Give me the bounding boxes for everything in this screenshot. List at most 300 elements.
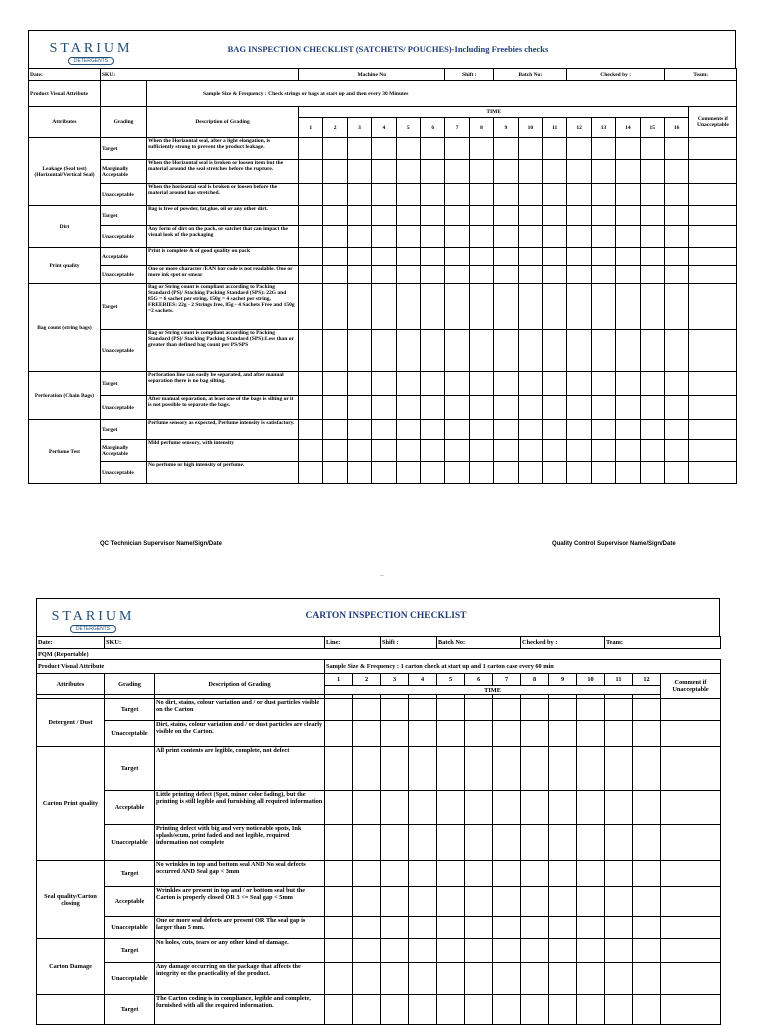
time-entry-cell[interactable]	[591, 372, 615, 396]
time-entry-cell[interactable]	[616, 420, 640, 440]
time-entry-cell[interactable]	[518, 330, 542, 372]
time-entry-cell[interactable]	[299, 206, 323, 226]
time-entry-cell[interactable]	[549, 887, 577, 917]
time-entry-cell[interactable]	[396, 330, 420, 372]
time-entry-cell[interactable]	[372, 160, 396, 184]
time-entry-cell[interactable]	[521, 721, 549, 747]
time-entry-cell[interactable]	[465, 699, 493, 721]
time-entry-cell[interactable]	[465, 939, 493, 963]
time-entry-cell[interactable]	[664, 440, 688, 462]
time-entry-cell[interactable]	[616, 160, 640, 184]
time-entry-cell[interactable]	[437, 825, 465, 861]
time-entry-cell[interactable]	[549, 995, 577, 1025]
time-entry-cell[interactable]	[633, 861, 661, 887]
time-entry-cell[interactable]	[640, 462, 664, 484]
time-entry-cell[interactable]	[299, 226, 323, 248]
time-entry-cell[interactable]	[616, 462, 640, 484]
time-entry-cell[interactable]	[567, 284, 591, 330]
time-entry-cell[interactable]	[543, 160, 567, 184]
comment-cell[interactable]	[661, 861, 721, 887]
comment-cell[interactable]	[689, 372, 737, 396]
time-entry-cell[interactable]	[381, 825, 409, 861]
time-entry-cell[interactable]	[323, 420, 347, 440]
time-entry-cell[interactable]	[323, 206, 347, 226]
time-entry-cell[interactable]	[605, 887, 633, 917]
time-entry-cell[interactable]	[445, 206, 469, 226]
time-entry-cell[interactable]	[518, 372, 542, 396]
time-entry-cell[interactable]	[591, 226, 615, 248]
time-entry-cell[interactable]	[549, 699, 577, 721]
time-entry-cell[interactable]	[409, 825, 437, 861]
comment-cell[interactable]	[689, 462, 737, 484]
time-entry-cell[interactable]	[381, 939, 409, 963]
time-entry-cell[interactable]	[420, 396, 444, 420]
time-entry-cell[interactable]	[605, 791, 633, 825]
time-entry-cell[interactable]	[633, 917, 661, 939]
time-entry-cell[interactable]	[616, 184, 640, 206]
time-entry-cell[interactable]	[577, 963, 605, 995]
time-entry-cell[interactable]	[372, 284, 396, 330]
time-entry-cell[interactable]	[323, 160, 347, 184]
time-entry-cell[interactable]	[323, 226, 347, 248]
time-entry-cell[interactable]	[567, 160, 591, 184]
time-entry-cell[interactable]	[323, 184, 347, 206]
time-entry-cell[interactable]	[381, 917, 409, 939]
time-entry-cell[interactable]	[494, 420, 518, 440]
time-entry-cell[interactable]	[640, 396, 664, 420]
time-entry-cell[interactable]	[323, 248, 347, 266]
time-entry-cell[interactable]	[518, 226, 542, 248]
time-entry-cell[interactable]	[323, 330, 347, 372]
time-entry-cell[interactable]	[521, 995, 549, 1025]
time-entry-cell[interactable]	[591, 160, 615, 184]
time-entry-cell[interactable]	[577, 861, 605, 887]
time-entry-cell[interactable]	[347, 440, 371, 462]
time-entry-cell[interactable]	[325, 887, 353, 917]
time-entry-cell[interactable]	[445, 462, 469, 484]
time-entry-cell[interactable]	[353, 699, 381, 721]
time-entry-cell[interactable]	[353, 963, 381, 995]
time-entry-cell[interactable]	[567, 440, 591, 462]
time-entry-cell[interactable]	[518, 160, 542, 184]
time-entry-cell[interactable]	[577, 917, 605, 939]
time-entry-cell[interactable]	[549, 721, 577, 747]
time-entry-cell[interactable]	[469, 266, 493, 284]
time-entry-cell[interactable]	[493, 721, 521, 747]
time-entry-cell[interactable]	[616, 226, 640, 248]
time-entry-cell[interactable]	[299, 396, 323, 420]
time-entry-cell[interactable]	[633, 825, 661, 861]
time-entry-cell[interactable]	[518, 420, 542, 440]
comment-cell[interactable]	[661, 963, 721, 995]
time-entry-cell[interactable]	[664, 396, 688, 420]
time-entry-cell[interactable]	[409, 995, 437, 1025]
time-entry-cell[interactable]	[381, 963, 409, 995]
time-entry-cell[interactable]	[445, 138, 469, 160]
time-entry-cell[interactable]	[664, 420, 688, 440]
time-entry-cell[interactable]	[437, 939, 465, 963]
time-entry-cell[interactable]	[633, 699, 661, 721]
time-entry-cell[interactable]	[494, 330, 518, 372]
comment-cell[interactable]	[661, 721, 721, 747]
time-entry-cell[interactable]	[616, 440, 640, 462]
time-entry-cell[interactable]	[437, 861, 465, 887]
time-entry-cell[interactable]	[640, 160, 664, 184]
time-entry-cell[interactable]	[664, 206, 688, 226]
time-entry-cell[interactable]	[409, 721, 437, 747]
time-entry-cell[interactable]	[396, 138, 420, 160]
time-entry-cell[interactable]	[664, 372, 688, 396]
time-entry-cell[interactable]	[494, 138, 518, 160]
time-entry-cell[interactable]	[591, 206, 615, 226]
time-entry-cell[interactable]	[493, 963, 521, 995]
comment-cell[interactable]	[689, 184, 737, 206]
time-entry-cell[interactable]	[445, 160, 469, 184]
time-entry-cell[interactable]	[543, 184, 567, 206]
time-entry-cell[interactable]	[567, 266, 591, 284]
time-entry-cell[interactable]	[445, 284, 469, 330]
time-entry-cell[interactable]	[372, 330, 396, 372]
time-entry-cell[interactable]	[372, 372, 396, 396]
time-entry-cell[interactable]	[567, 420, 591, 440]
time-entry-cell[interactable]	[409, 963, 437, 995]
comment-cell[interactable]	[661, 995, 721, 1025]
time-entry-cell[interactable]	[323, 266, 347, 284]
time-entry-cell[interactable]	[577, 699, 605, 721]
time-entry-cell[interactable]	[616, 266, 640, 284]
time-entry-cell[interactable]	[381, 747, 409, 791]
time-entry-cell[interactable]	[494, 206, 518, 226]
time-entry-cell[interactable]	[437, 791, 465, 825]
time-entry-cell[interactable]	[633, 791, 661, 825]
time-entry-cell[interactable]	[640, 226, 664, 248]
time-entry-cell[interactable]	[591, 330, 615, 372]
time-entry-cell[interactable]	[381, 791, 409, 825]
time-entry-cell[interactable]	[420, 266, 444, 284]
time-entry-cell[interactable]	[299, 420, 323, 440]
time-entry-cell[interactable]	[437, 917, 465, 939]
comment-cell[interactable]	[689, 330, 737, 372]
time-entry-cell[interactable]	[325, 825, 353, 861]
time-entry-cell[interactable]	[347, 184, 371, 206]
time-entry-cell[interactable]	[437, 699, 465, 721]
comment-cell[interactable]	[661, 747, 721, 791]
time-entry-cell[interactable]	[445, 330, 469, 372]
time-entry-cell[interactable]	[396, 462, 420, 484]
time-entry-cell[interactable]	[494, 440, 518, 462]
time-entry-cell[interactable]	[396, 440, 420, 462]
time-entry-cell[interactable]	[521, 861, 549, 887]
time-entry-cell[interactable]	[469, 226, 493, 248]
time-entry-cell[interactable]	[347, 138, 371, 160]
time-entry-cell[interactable]	[493, 995, 521, 1025]
time-entry-cell[interactable]	[543, 372, 567, 396]
time-entry-cell[interactable]	[567, 372, 591, 396]
time-entry-cell[interactable]	[420, 440, 444, 462]
comment-cell[interactable]	[689, 284, 737, 330]
time-entry-cell[interactable]	[521, 887, 549, 917]
time-entry-cell[interactable]	[381, 861, 409, 887]
time-entry-cell[interactable]	[299, 248, 323, 266]
time-entry-cell[interactable]	[605, 747, 633, 791]
time-entry-cell[interactable]	[347, 372, 371, 396]
time-entry-cell[interactable]	[493, 887, 521, 917]
time-entry-cell[interactable]	[445, 266, 469, 284]
time-entry-cell[interactable]	[347, 462, 371, 484]
time-entry-cell[interactable]	[325, 963, 353, 995]
time-entry-cell[interactable]	[633, 721, 661, 747]
time-entry-cell[interactable]	[469, 284, 493, 330]
time-entry-cell[interactable]	[372, 206, 396, 226]
time-entry-cell[interactable]	[664, 138, 688, 160]
time-entry-cell[interactable]	[591, 440, 615, 462]
time-entry-cell[interactable]	[465, 963, 493, 995]
time-entry-cell[interactable]	[469, 184, 493, 206]
time-entry-cell[interactable]	[469, 138, 493, 160]
time-entry-cell[interactable]	[420, 372, 444, 396]
time-entry-cell[interactable]	[591, 284, 615, 330]
time-entry-cell[interactable]	[605, 699, 633, 721]
time-entry-cell[interactable]	[543, 396, 567, 420]
time-entry-cell[interactable]	[518, 396, 542, 420]
time-entry-cell[interactable]	[323, 284, 347, 330]
time-entry-cell[interactable]	[605, 825, 633, 861]
time-entry-cell[interactable]	[640, 330, 664, 372]
time-entry-cell[interactable]	[577, 791, 605, 825]
time-entry-cell[interactable]	[591, 396, 615, 420]
time-entry-cell[interactable]	[605, 721, 633, 747]
time-entry-cell[interactable]	[493, 791, 521, 825]
time-entry-cell[interactable]	[437, 995, 465, 1025]
time-entry-cell[interactable]	[543, 440, 567, 462]
time-entry-cell[interactable]	[299, 184, 323, 206]
time-entry-cell[interactable]	[549, 825, 577, 861]
time-entry-cell[interactable]	[396, 372, 420, 396]
time-entry-cell[interactable]	[664, 160, 688, 184]
time-entry-cell[interactable]	[567, 248, 591, 266]
time-entry-cell[interactable]	[616, 248, 640, 266]
time-entry-cell[interactable]	[299, 138, 323, 160]
time-entry-cell[interactable]	[518, 462, 542, 484]
time-entry-cell[interactable]	[616, 372, 640, 396]
time-entry-cell[interactable]	[409, 887, 437, 917]
comment-cell[interactable]	[689, 160, 737, 184]
time-entry-cell[interactable]	[494, 284, 518, 330]
time-entry-cell[interactable]	[353, 721, 381, 747]
time-entry-cell[interactable]	[633, 995, 661, 1025]
comment-cell[interactable]	[689, 206, 737, 226]
time-entry-cell[interactable]	[543, 206, 567, 226]
time-entry-cell[interactable]	[469, 420, 493, 440]
time-entry-cell[interactable]	[347, 396, 371, 420]
time-entry-cell[interactable]	[521, 699, 549, 721]
time-entry-cell[interactable]	[323, 462, 347, 484]
comment-cell[interactable]	[661, 917, 721, 939]
time-entry-cell[interactable]	[465, 825, 493, 861]
comment-cell[interactable]	[689, 396, 737, 420]
time-entry-cell[interactable]	[605, 963, 633, 995]
time-entry-cell[interactable]	[577, 887, 605, 917]
time-entry-cell[interactable]	[325, 917, 353, 939]
time-entry-cell[interactable]	[396, 284, 420, 330]
time-entry-cell[interactable]	[409, 939, 437, 963]
time-entry-cell[interactable]	[381, 721, 409, 747]
time-entry-cell[interactable]	[469, 160, 493, 184]
time-entry-cell[interactable]	[494, 184, 518, 206]
time-entry-cell[interactable]	[396, 206, 420, 226]
time-entry-cell[interactable]	[605, 861, 633, 887]
comment-cell[interactable]	[689, 226, 737, 248]
time-entry-cell[interactable]	[518, 440, 542, 462]
time-entry-cell[interactable]	[567, 184, 591, 206]
time-entry-cell[interactable]	[640, 266, 664, 284]
time-entry-cell[interactable]	[549, 939, 577, 963]
time-entry-cell[interactable]	[469, 396, 493, 420]
time-entry-cell[interactable]	[664, 184, 688, 206]
time-entry-cell[interactable]	[469, 330, 493, 372]
time-entry-cell[interactable]	[420, 226, 444, 248]
time-entry-cell[interactable]	[640, 248, 664, 266]
time-entry-cell[interactable]	[325, 721, 353, 747]
time-entry-cell[interactable]	[299, 372, 323, 396]
time-entry-cell[interactable]	[664, 330, 688, 372]
time-entry-cell[interactable]	[465, 917, 493, 939]
time-entry-cell[interactable]	[325, 791, 353, 825]
time-entry-cell[interactable]	[445, 248, 469, 266]
time-entry-cell[interactable]	[543, 284, 567, 330]
time-entry-cell[interactable]	[396, 184, 420, 206]
time-entry-cell[interactable]	[396, 420, 420, 440]
time-entry-cell[interactable]	[543, 462, 567, 484]
time-entry-cell[interactable]	[420, 462, 444, 484]
comment-cell[interactable]	[661, 825, 721, 861]
time-entry-cell[interactable]	[469, 372, 493, 396]
comment-cell[interactable]	[689, 440, 737, 462]
time-entry-cell[interactable]	[591, 138, 615, 160]
time-entry-cell[interactable]	[299, 266, 323, 284]
time-entry-cell[interactable]	[549, 791, 577, 825]
time-entry-cell[interactable]	[420, 160, 444, 184]
time-entry-cell[interactable]	[445, 226, 469, 248]
time-entry-cell[interactable]	[567, 226, 591, 248]
time-entry-cell[interactable]	[420, 284, 444, 330]
time-entry-cell[interactable]	[409, 861, 437, 887]
time-entry-cell[interactable]	[323, 396, 347, 420]
time-entry-cell[interactable]	[577, 825, 605, 861]
time-entry-cell[interactable]	[409, 699, 437, 721]
time-entry-cell[interactable]	[396, 396, 420, 420]
time-entry-cell[interactable]	[664, 266, 688, 284]
time-entry-cell[interactable]	[445, 396, 469, 420]
time-entry-cell[interactable]	[543, 420, 567, 440]
time-entry-cell[interactable]	[493, 861, 521, 887]
time-entry-cell[interactable]	[664, 248, 688, 266]
time-entry-cell[interactable]	[493, 825, 521, 861]
time-entry-cell[interactable]	[465, 995, 493, 1025]
time-entry-cell[interactable]	[469, 206, 493, 226]
time-entry-cell[interactable]	[347, 266, 371, 284]
time-entry-cell[interactable]	[353, 825, 381, 861]
time-entry-cell[interactable]	[605, 917, 633, 939]
comment-cell[interactable]	[661, 939, 721, 963]
time-entry-cell[interactable]	[325, 747, 353, 791]
time-entry-cell[interactable]	[299, 440, 323, 462]
time-entry-cell[interactable]	[640, 420, 664, 440]
time-entry-cell[interactable]	[518, 138, 542, 160]
time-entry-cell[interactable]	[616, 330, 640, 372]
time-entry-cell[interactable]	[577, 939, 605, 963]
time-entry-cell[interactable]	[543, 330, 567, 372]
time-entry-cell[interactable]	[381, 995, 409, 1025]
time-entry-cell[interactable]	[605, 995, 633, 1025]
time-entry-cell[interactable]	[372, 396, 396, 420]
time-entry-cell[interactable]	[347, 330, 371, 372]
time-entry-cell[interactable]	[465, 791, 493, 825]
time-entry-cell[interactable]	[521, 747, 549, 791]
time-entry-cell[interactable]	[591, 184, 615, 206]
time-entry-cell[interactable]	[347, 248, 371, 266]
time-entry-cell[interactable]	[640, 284, 664, 330]
time-entry-cell[interactable]	[353, 861, 381, 887]
time-entry-cell[interactable]	[549, 747, 577, 791]
time-entry-cell[interactable]	[616, 138, 640, 160]
time-entry-cell[interactable]	[549, 861, 577, 887]
time-entry-cell[interactable]	[640, 440, 664, 462]
time-entry-cell[interactable]	[396, 160, 420, 184]
time-entry-cell[interactable]	[347, 206, 371, 226]
time-entry-cell[interactable]	[465, 721, 493, 747]
time-entry-cell[interactable]	[521, 963, 549, 995]
time-entry-cell[interactable]	[445, 440, 469, 462]
time-entry-cell[interactable]	[323, 138, 347, 160]
time-entry-cell[interactable]	[640, 184, 664, 206]
time-entry-cell[interactable]	[577, 747, 605, 791]
time-entry-cell[interactable]	[543, 248, 567, 266]
time-entry-cell[interactable]	[543, 226, 567, 248]
time-entry-cell[interactable]	[494, 160, 518, 184]
time-entry-cell[interactable]	[465, 747, 493, 791]
time-entry-cell[interactable]	[323, 372, 347, 396]
time-entry-cell[interactable]	[372, 184, 396, 206]
time-entry-cell[interactable]	[521, 939, 549, 963]
time-entry-cell[interactable]	[633, 887, 661, 917]
time-entry-cell[interactable]	[409, 791, 437, 825]
time-entry-cell[interactable]	[567, 462, 591, 484]
time-entry-cell[interactable]	[469, 462, 493, 484]
time-entry-cell[interactable]	[437, 887, 465, 917]
time-entry-cell[interactable]	[518, 248, 542, 266]
time-entry-cell[interactable]	[605, 939, 633, 963]
time-entry-cell[interactable]	[616, 206, 640, 226]
time-entry-cell[interactable]	[549, 963, 577, 995]
time-entry-cell[interactable]	[372, 248, 396, 266]
time-entry-cell[interactable]	[591, 420, 615, 440]
comment-cell[interactable]	[689, 266, 737, 284]
time-entry-cell[interactable]	[577, 995, 605, 1025]
time-entry-cell[interactable]	[493, 939, 521, 963]
time-entry-cell[interactable]	[567, 138, 591, 160]
time-entry-cell[interactable]	[549, 917, 577, 939]
time-entry-cell[interactable]	[372, 138, 396, 160]
time-entry-cell[interactable]	[494, 226, 518, 248]
time-entry-cell[interactable]	[494, 396, 518, 420]
time-entry-cell[interactable]	[591, 266, 615, 284]
time-entry-cell[interactable]	[353, 887, 381, 917]
time-entry-cell[interactable]	[347, 420, 371, 440]
time-entry-cell[interactable]	[353, 747, 381, 791]
time-entry-cell[interactable]	[494, 266, 518, 284]
time-entry-cell[interactable]	[518, 184, 542, 206]
